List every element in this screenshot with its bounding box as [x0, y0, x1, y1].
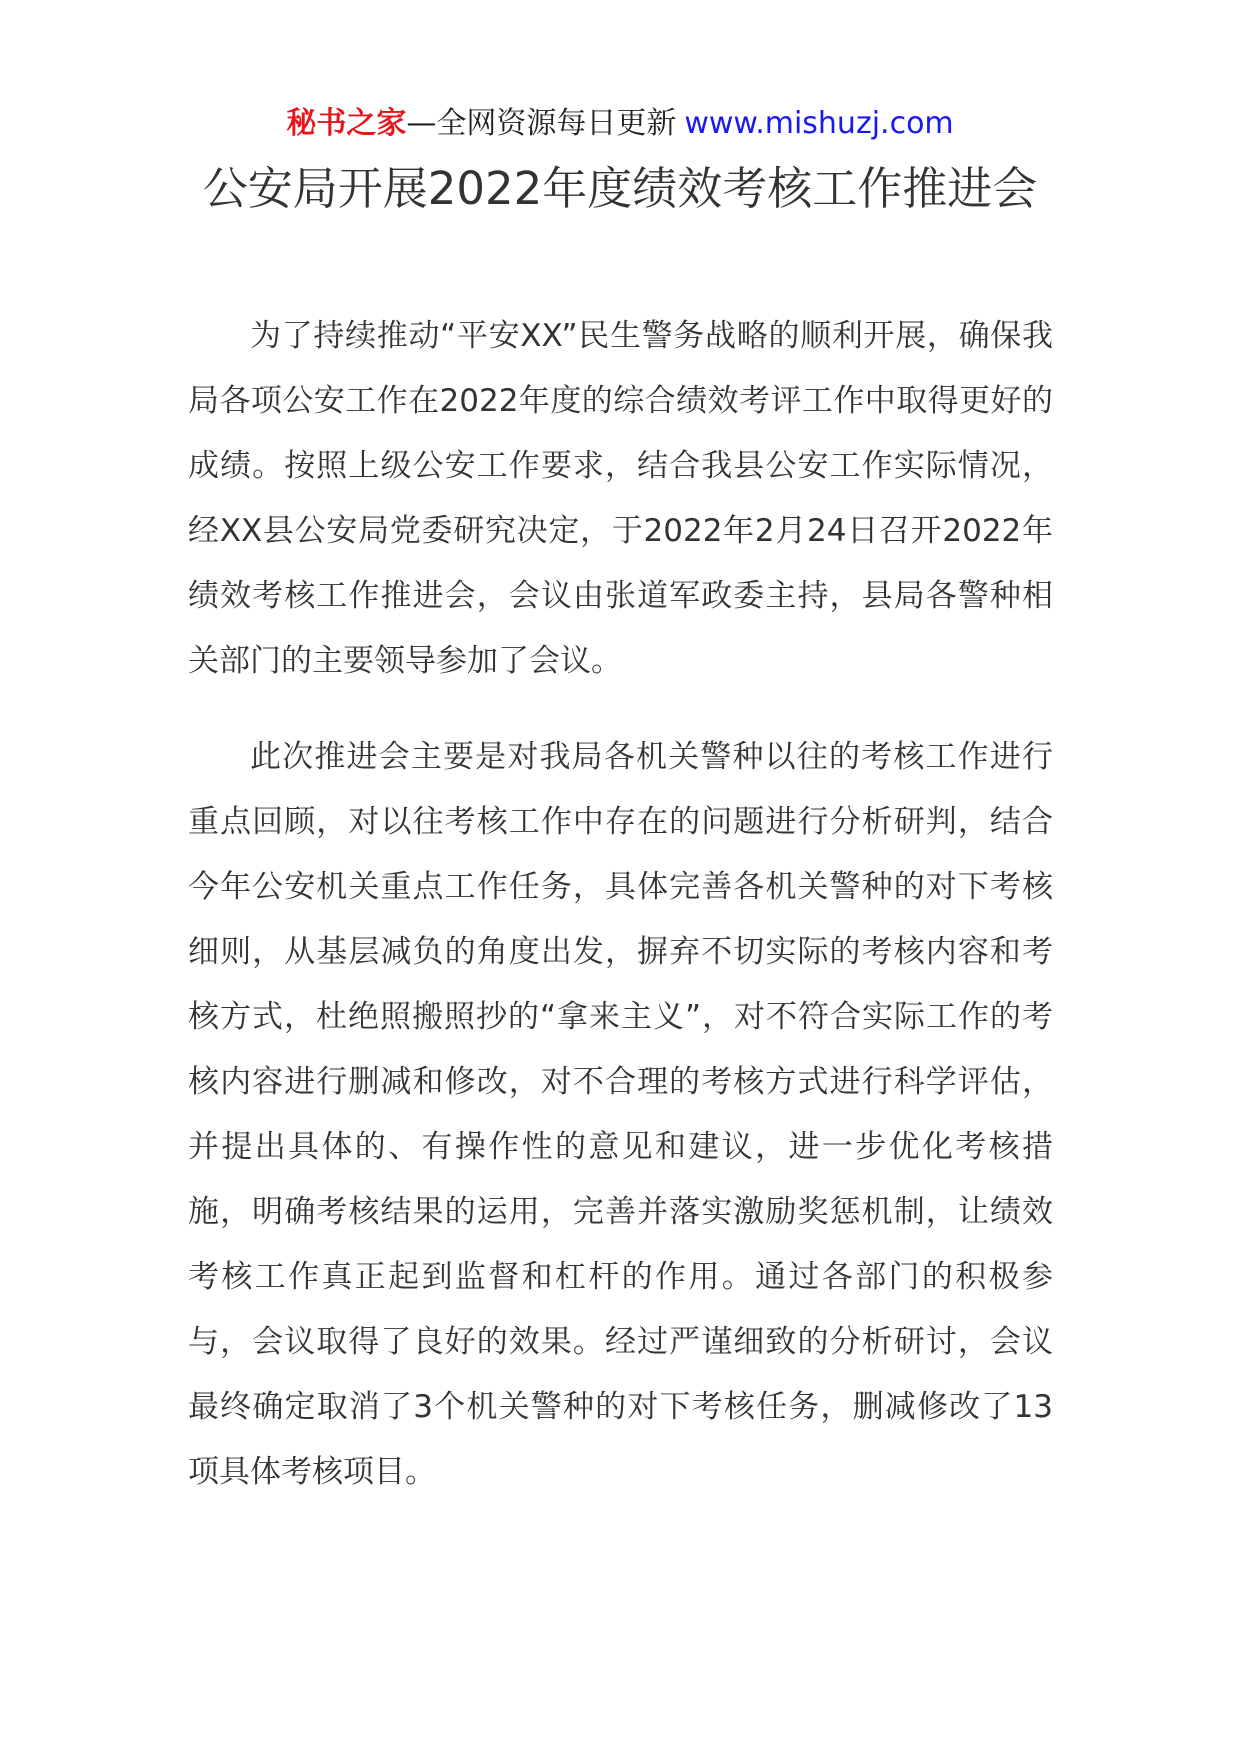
body-paragraph-1: 为了持续推动“平安XX”民生警务战略的顺利开展，确保我局各项公安工作在2022年度的综合绩效考评工作中取得更好的成绩。按照上级公安工作要求，结合我县公安工作实际情况，经XX县公安局党委研究决定，于2022年2月24日召开2022年绩效考核工作推进会，会议由张道军政委主持，县局各警种相关部门的主要领导参加了会议。: [188, 318, 1053, 679]
site-url-link[interactable]: www.mishuzj.com: [684, 106, 954, 141]
body-paragraph-2: 此次推进会主要是对我局各机关警种以往的考核工作进行重点回顾，对以往考核工作中存在的问题进行分析研判，结合今年公安机关重点工作任务，具体完善各机关警种的对下考核细则，从基层减负的角度出发，摒弃不切实际的考核内容和考核方式，杜绝照搬照抄的“拿来主义”，对不符合实际工作的考核内容进行删减和修改，对不合理的考核方式进行科学评估，并提出具体的、有操作性的意见和建议，进一步优化考核措施，明确考核结果的运用，完善并落实激励奖惩机制，让绩效考核工作真正起到监督和杠杆的作用。通过各部门的积极参与，会议取得了良好的效果。经过严谨细致的分析研讨，会议最终确定取消了3个机关警种的对下考核任务，删减修改了13项具体考核项目。: [188, 739, 1053, 1490]
brand-name: 秘书之家: [286, 106, 407, 141]
header-tagline: —全网资源每日更新: [406, 106, 677, 141]
site-header: [0, 100, 1240, 148]
document-title: 公安局开展2022年度绩效考核工作推进会: [202, 162, 1038, 215]
